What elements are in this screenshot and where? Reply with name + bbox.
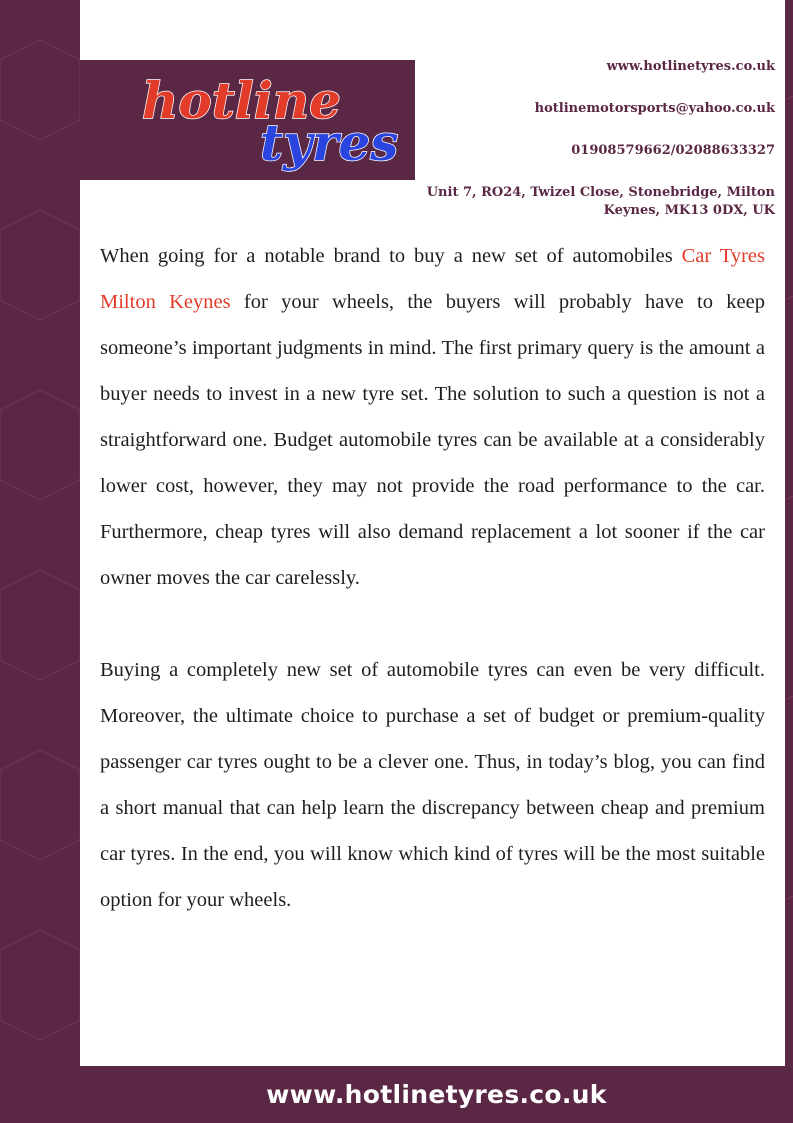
contact-info: [395, 58, 775, 220]
car-tyres-milton-keynes-link[interactable]: Car Tyres Milton Keynes: [100, 245, 765, 313]
header-address: Unit 7, RO24, Twizel Close, Stonebridge, Milton Keynes, MK13 0DX, UK: [426, 185, 775, 218]
logo-word-tyres: tyres: [260, 113, 399, 172]
p1-text-start: When going for a notable brand to buy a new set of automobiles: [100, 245, 682, 267]
header-email-link[interactable]: hotlinemotorsports@yahoo.co.uk: [534, 101, 775, 116]
footer-website-link[interactable]: www.hotlinetyres.co.uk: [266, 1080, 607, 1109]
paragraph-2: Buying a completely new set of automobile tyres can even be very difficult. Moreover, the ultimate choice to purchase a set of budget or premium-quality passenger car tyres ought to be a clever one. Thus, in today’s blog, you can find a short manual that can help learn the discrepancy between cheap and premium car tyres. In the end, you will know which kind of tyres will be the most suitable option for your wheels.: [100, 659, 765, 911]
brand-logo[interactable]: [80, 60, 415, 180]
paragraph-1: [100, 233, 765, 601]
logo-word-hotline: hotline: [142, 71, 341, 130]
header-phone: 01908579662/02088633327: [571, 143, 775, 158]
footer-bar: [80, 1066, 793, 1123]
header-website-link[interactable]: www.hotlinetyres.co.uk: [606, 59, 775, 74]
p1-text-end: for your wheels, the buyers will probably have to keep someone’s important judgments in mind. The first primary query is the amount a buyer needs to invest in a new tyre set. The solution to such a question is not a straightforward one. Budget automobile tyres can be available at a considerably lower cost, however, they may not provide the road performance to the car. Furthermore, cheap tyres will also demand replacement a lot sooner if the car owner moves the car carelessly.: [100, 291, 765, 589]
logo-graphic: [80, 60, 415, 180]
article-body: [100, 233, 765, 923]
